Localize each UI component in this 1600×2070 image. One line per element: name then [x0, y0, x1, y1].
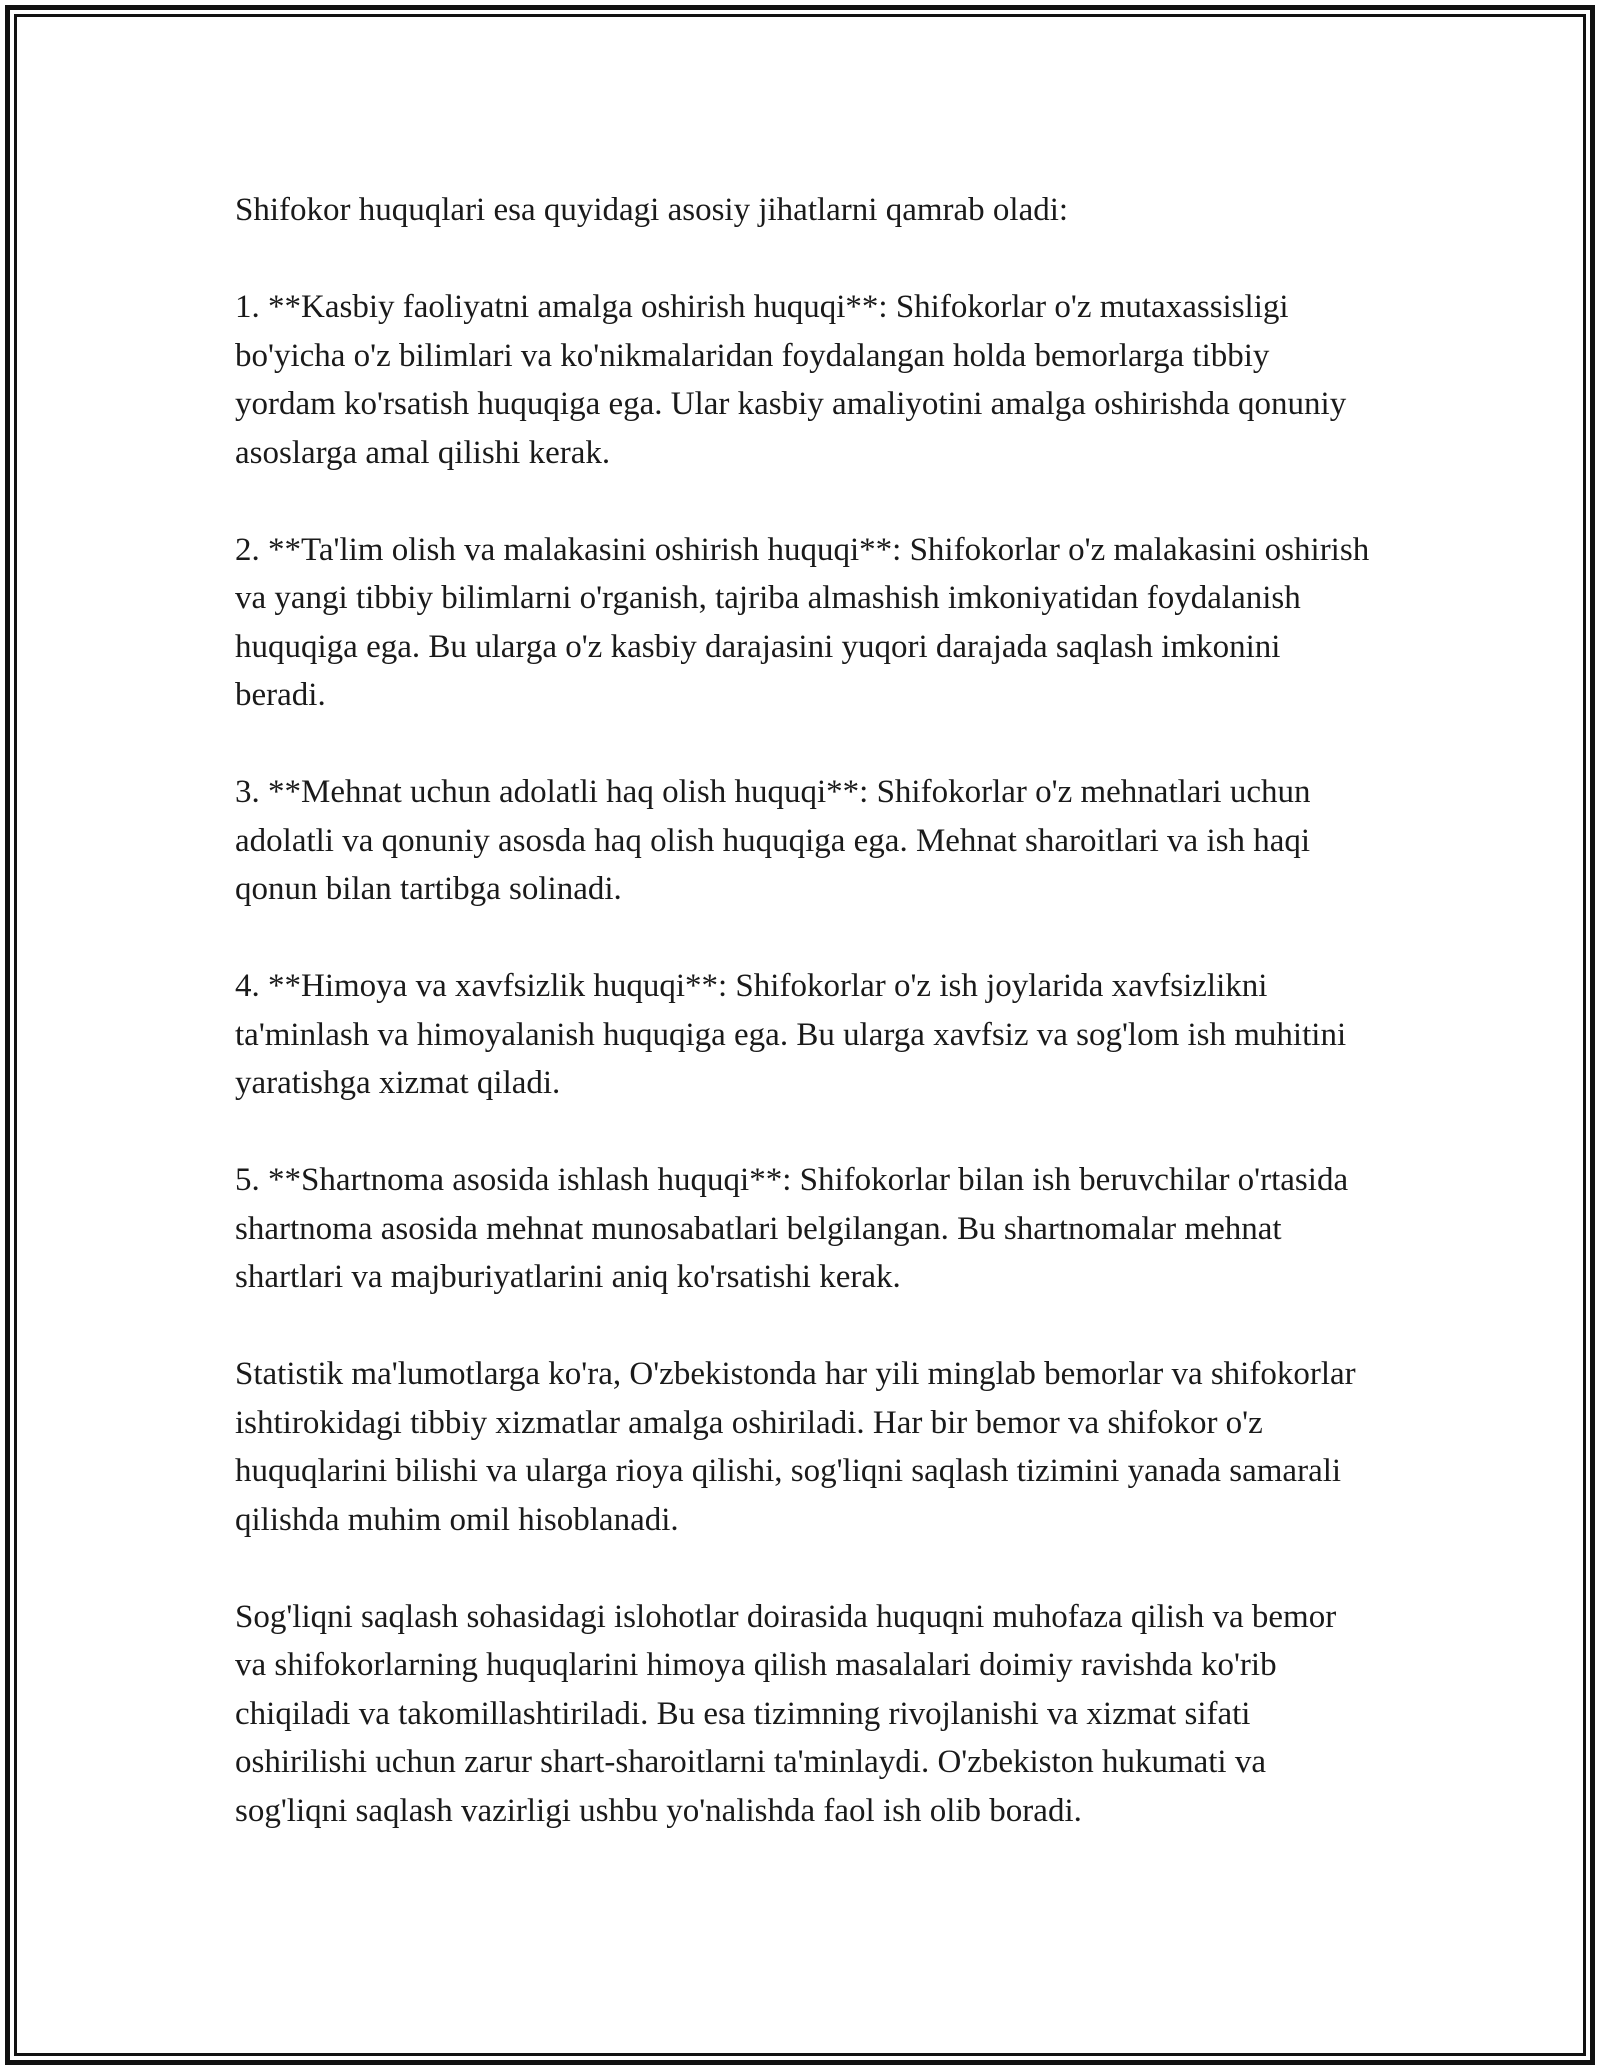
list-item-3: 3. **Mehnat uchun adolatli haq olish huquqi**: Shifokorlar o'z mehnatlari uchun adolatli va qonuniy asosda haq olish huquqiga ega. Mehnat sharoitlari va ish haqi qonun bilan tartibga solinadi.	[235, 774, 1311, 907]
list-item-2: 2. **Ta'lim olish va malakasini oshirish huquqi**: Shifokorlar o'z malakasini oshirish va yangi tibbiy bilimlarni o'rganish, tajriba almashish imkoniyatidan foydalanish huquqiga ega. Bu ularga o'z kasbiy darajasini yuqori darajada saqlash imkonini beradi.	[235, 531, 1370, 713]
reforms-paragraph: Sog'liqni saqlash sohasidagi islohotlar doirasida huquqni muhofaza qilish va bemor va shifokorlarning huquqlarini himoya qilish masalalari doimiy ravishda ko'rib chiqiladi va takomillashtiriladi. Bu esa tizimning rivojlanishi va xizmat sifati oshirilishi uchun zarur shart-sharoitlarni ta'minlaydi. O'zbekiston hukumati va sog'liqni saqlash vazirligi ushbu yo'nalishda faol ish olib boradi.	[235, 1598, 1337, 1829]
document-body	[235, 186, 1375, 1835]
list-item-4: 4. **Himoya va xavfsizlik huquqi**: Shifokorlar o'z ish joylarida xavfsizlikni ta'minlash va himoyalanish huquqiga ega. Bu ularga xavfsiz va sog'lom ish muhitini yaratishga xizmat qiladi.	[235, 968, 1347, 1101]
intro-paragraph: Shifokor huquqlari esa quyidagi asosiy jihatlarni qamrab oladi:	[235, 192, 1069, 228]
list-item-1: 1. **Kasbiy faoliyatni amalga oshirish huquqi**: Shifokorlar o'z mutaxassisligi bo'yicha o'z bilimlari va ko'nikmalaridan foydalangan holda bemorlarga tibbiy yordam ko'rsatish huquqiga ega. Ular kasbiy amaliyotini amalga oshirishda qonuniy asoslarga amal qilishi kerak.	[235, 289, 1347, 471]
list-item-5: 5. **Shartnoma asosida ishlash huquqi**: Shifokorlar bilan ish beruvchilar o'rtasida shartnoma asosida mehnat munosabatlari belgilangan. Bu shartnomalar mehnat shartlari va majburiyatlarini aniq ko'rsatishi kerak.	[235, 1162, 1349, 1295]
statistics-paragraph: Statistik ma'lumotlarga ko'ra, O'zbekistonda har yili minglab bemorlar va shifokorlar ishtirokidagi tibbiy xizmatlar amalga oshiriladi. Har bir bemor va shifokor o'z huquqlarini bilishi va ularga rioya qilishi, sog'liqni saqlash tizimini yanada samarali qilishda muhim omil hisoblanadi.	[235, 1356, 1356, 1538]
